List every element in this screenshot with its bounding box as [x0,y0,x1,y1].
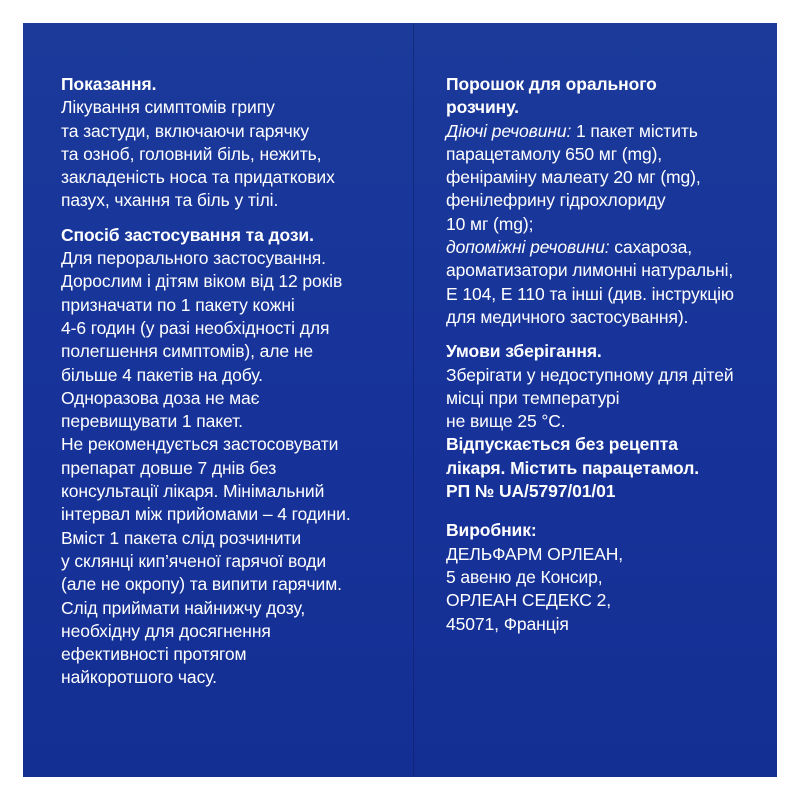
composition-heading: Порошок для орального [446,74,657,94]
excipients-text: сахароза, [609,237,693,258]
manufacturer-heading: Виробник: [446,520,537,541]
active-ingredients-line [446,120,776,143]
indications-line: та озноб, головний біль, нежить, [61,143,322,164]
excipient-line: ароматизатори лимонні натуральні, [446,260,734,281]
composition-section [446,73,776,329]
manufacturer-line: 45071, Франція [446,613,569,634]
right-column [446,73,776,636]
manufacturer-line: ОРЛЕАН СЕДЕКС 2, [446,590,611,611]
indications-section [61,73,406,213]
excipients-label: допоміжні речовини: [446,237,610,258]
dispensing-note: лікаря. Містить парацетамол. [446,457,699,478]
active-ingredient-line: парацетамолу 650 мг (mg), [446,143,663,164]
excipient-line: для медичного застосування). [446,306,689,327]
active-ingredients-text: 1 пакет містить [571,120,698,141]
package-panel [23,23,777,777]
usage-line: Не рекомендується застосовувати [61,434,339,455]
active-ingredient-line: 10 мг (mg); [446,213,534,234]
storage-section [446,340,776,503]
storage-heading: Умови зберігання. [446,341,602,362]
active-ingredient-line: феніраміну малеату 20 мг (mg), [446,167,701,188]
usage-line: у склянці кип’яченої гарячої води [61,550,327,571]
left-column [61,73,406,690]
excipients-line [446,236,776,259]
usage-line: Вміст 1 пакета слід розчинити [61,527,302,548]
usage-line: інтервал між прийомами – 4 години. [61,504,351,525]
usage-line: Слід приймати найнижчу дозу, [61,597,306,618]
indications-line: закладеність носа та придаткових [61,167,335,188]
manufacturer-line: 5 авеню де Консир, [446,566,603,587]
usage-heading: Спосіб застосування та дози. [61,224,314,245]
registration-number: РП № UA/5797/01/01 [446,481,616,502]
dispensing-note: Відпускається без рецепта [446,434,678,455]
indications-line: та застуди, включаючи гарячку [61,120,310,141]
storage-line: не вище 25 °С. [446,411,566,432]
indications-line: пазух, чхання та біль у тілі. [61,190,279,211]
usage-line: призначати по 1 пакету кожні [61,294,295,315]
usage-line: ефективності протягом [61,644,247,665]
indications-heading: Показання. [61,74,157,94]
active-ingredient-line: фенілефрину гідрохлориду [446,190,666,211]
usage-line: полегшення симптомів), але не [61,341,313,362]
usage-line: 4-6 годин (у разі необхідності для [61,317,330,338]
composition-heading: розчину. [446,97,519,118]
usage-line: Дорослим і дітям віком від 12 років [61,271,343,292]
usage-section [61,224,406,690]
usage-line: Одноразова доза не має [61,387,260,408]
excipient-line: Е 104, Е 110 та інші (див. інструкцію [446,283,734,304]
usage-line: найкоротшого часу. [61,667,217,688]
storage-line: Зберігати у недоступному для дітей [446,364,734,385]
usage-line: консультації лікаря. Мінімальний [61,481,325,502]
active-ingredients-label: Діючі речовини: [446,120,572,141]
usage-line: препарат довше 7 днів без [61,457,277,478]
indications-line: Лікування симптомів грипу [61,97,275,118]
column-divider [413,23,414,777]
usage-line: необхідну для досягнення [61,620,271,641]
usage-line: перевищувати 1 пакет. [61,411,243,432]
manufacturer-section [446,519,776,635]
manufacturer-line: ДЕЛЬФАРМ ОРЛЕАН, [446,543,624,564]
usage-line: більше 4 пакетів на добу. [61,364,263,385]
usage-line: Для перорального застосування. [61,248,326,269]
storage-line: місці при температурі [446,387,620,408]
usage-line: (але не окропу) та випити гарячим. [61,574,342,595]
